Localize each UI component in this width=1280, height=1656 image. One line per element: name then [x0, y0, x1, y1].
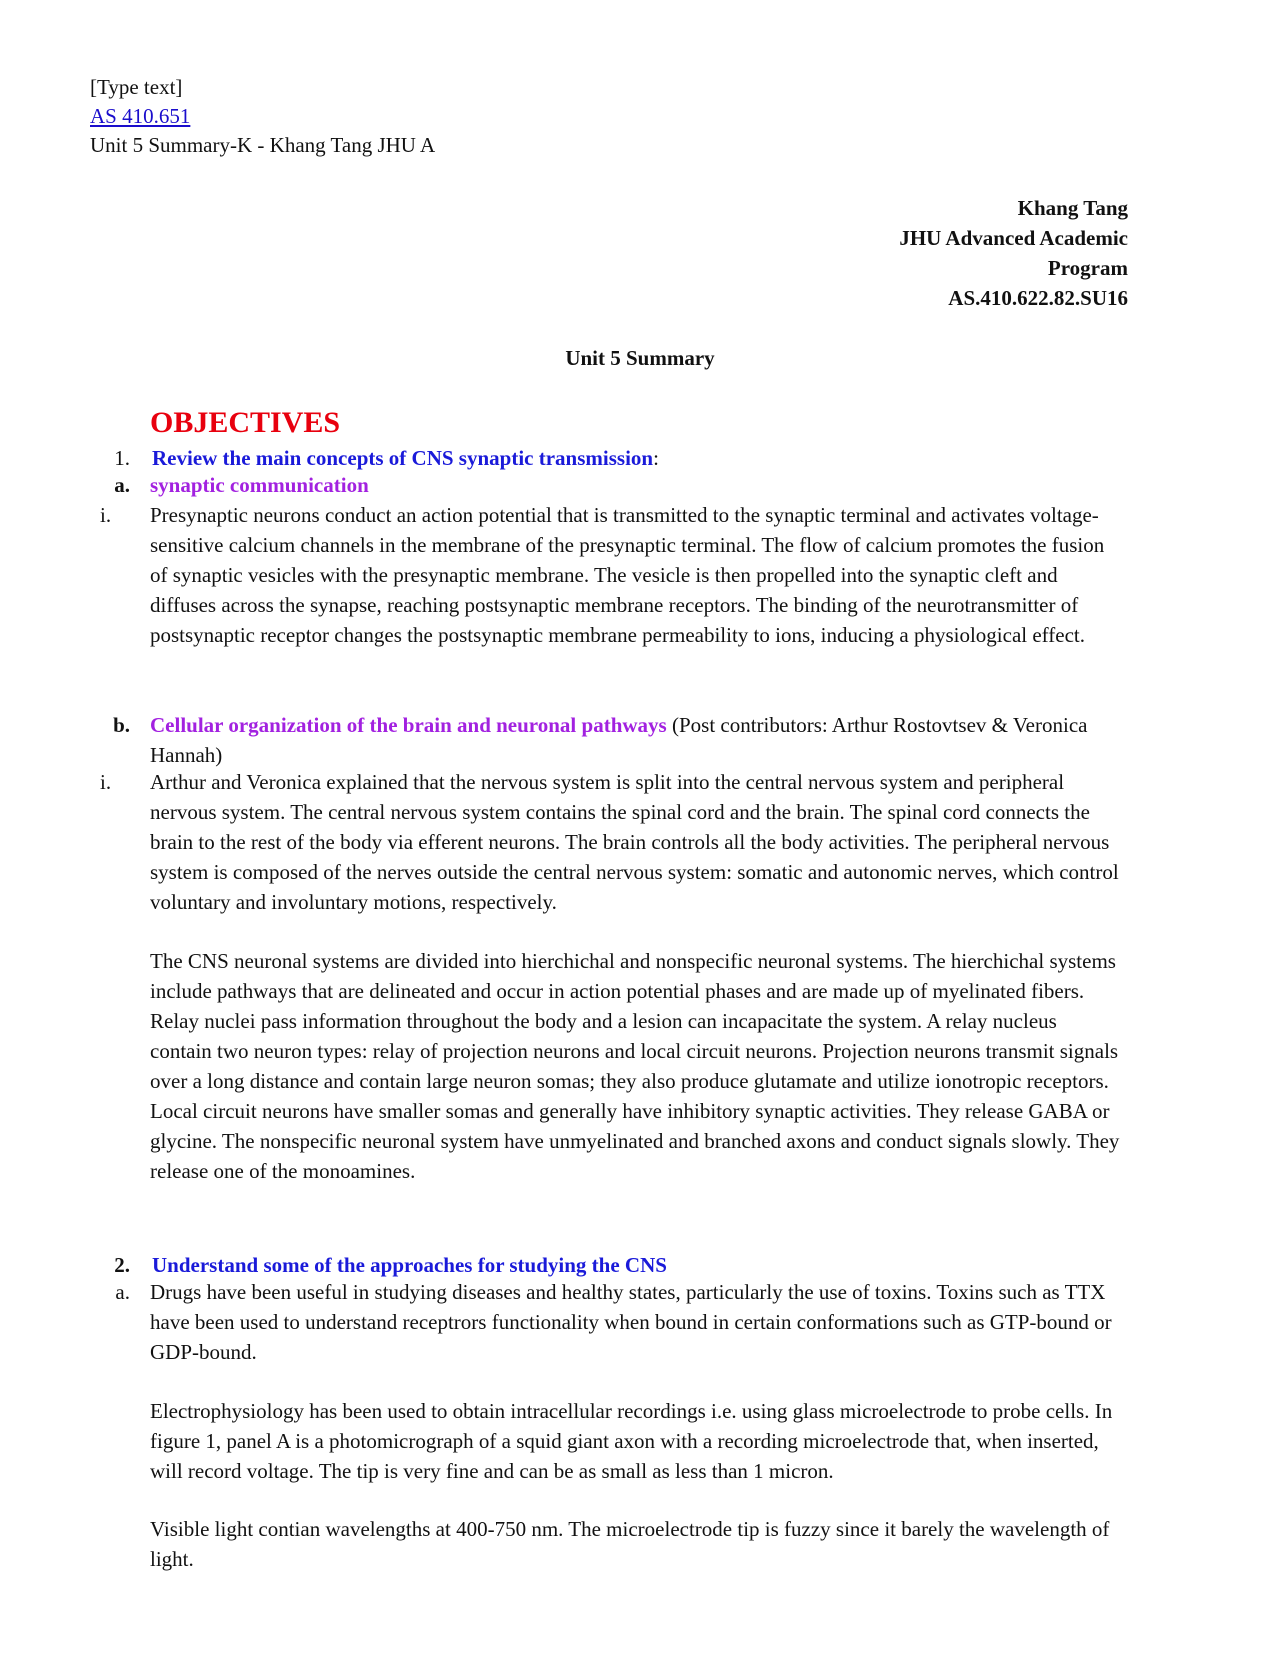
objective-heading: Review the main concepts of CNS synaptic transmission: [152, 446, 654, 470]
paragraph-text: Drugs have been useful in studying diseases and healthy states, particularly the use of toxins. Toxins such as TTX have been used to understand receptrors functionality when bound in certain conformations such as GTP-bound or GDP-bound.: [150, 1280, 1112, 1364]
paragraph-text: The CNS neuronal systems are divided into hierchichal and nonspecific neuronal systems. The hierchichal systems include pathways that are delineated and occur in action potential phases and are made up of myelinated fibers. Relay nuclei pass information throughout the body and a lesion can incapacitate the system. A relay nucleus contain two neuron types: relay of projection neurons and local circuit neurons. Projection neurons transmit signals over a long distance and contain large neuron somas; they also produce glutamate and utilize ionotropic receptors. Local circuit neurons have smaller somas and generally have inhibitory synaptic activities. They release GABA or glycine. The nonspecific neuronal system have unmyelinated and branched axons and conduct signals slowly. They release one of the monoamines.: [150, 949, 1120, 1183]
list-marker: b.: [113, 713, 130, 737]
subsection-suffix: (Post contributors: Arthur Rostovtsev & Veronica Hannah): [150, 713, 1088, 767]
list-marker: a.: [114, 473, 130, 497]
author-block: [899, 193, 1128, 313]
header-placeholder: [Type text]: [90, 75, 183, 99]
paragraph-text: Electrophysiology has been used to obtain intracellular recordings i.e. using glass microelectrode to probe cells. In figure 1, panel A is a photomicrograph of a squid giant axon with a recording microelectrode that, when inserted, will record voltage. The tip is very fine and can be as small as less than 1 micron.: [150, 1399, 1113, 1483]
objective-suffix: :: [653, 446, 659, 470]
header-doc-title: Unit 5 Summary-K - Khang Tang JHU A: [90, 133, 436, 157]
author-course: AS.410.622.82.SU16: [948, 286, 1128, 310]
subsection-heading: synaptic communication: [150, 473, 369, 497]
list-marker: i.: [100, 503, 112, 527]
list-marker: 2.: [114, 1253, 130, 1277]
author-name: Khang Tang: [1017, 196, 1128, 220]
page-header: [90, 73, 435, 160]
subsection-heading: Cellular organization of the brain and neuronal pathways: [150, 713, 667, 737]
course-link[interactable]: AS 410.651: [90, 104, 191, 128]
paragraph-text: Presynaptic neurons conduct an action potential that is transmitted to the synaptic terminal and activates voltage-sensitive calcium channels in the membrane of the presynaptic terminal. The flow of calcium promotes the fusion of synaptic vesicles with the presynaptic membrane. The vesicle is then propelled into the synaptic cleft and diffuses across the synapse, reaching postsynaptic membrane receptors. The binding of the neurotransmitter of postsynaptic receptor changes the postsynaptic membrane permeability to ions, inducing a physiological effect.: [150, 503, 1105, 647]
paragraph-text: Visible light contian wavelengths at 400-750 nm. The microelectrode tip is fuzzy since it barely the wavelength of light.: [150, 1517, 1110, 1571]
paragraph-text: Arthur and Veronica explained that the nervous system is split into the central nervous system and peripheral nervous system. The central nervous system contains the spinal cord and the brain. The spinal cord connects the brain to the rest of the body via efferent neurons. The brain controls all the body activities. The peripheral nervous system is composed of the nerves outside the central nervous system: somatic and autonomic nerves, which control voluntary and involuntary motions, respectively.: [150, 770, 1119, 914]
list-marker: i.: [100, 770, 112, 794]
list-marker: a.: [115, 1280, 130, 1304]
page-title: Unit 5 Summary: [565, 346, 715, 370]
author-org-line1: JHU Advanced Academic: [899, 226, 1128, 250]
objectives-heading: OBJECTIVES: [150, 406, 341, 439]
list-marker: 1.: [114, 446, 130, 470]
objective-heading: Understand some of the approaches for studying the CNS: [152, 1253, 667, 1277]
author-org-line2: Program: [1047, 256, 1128, 280]
